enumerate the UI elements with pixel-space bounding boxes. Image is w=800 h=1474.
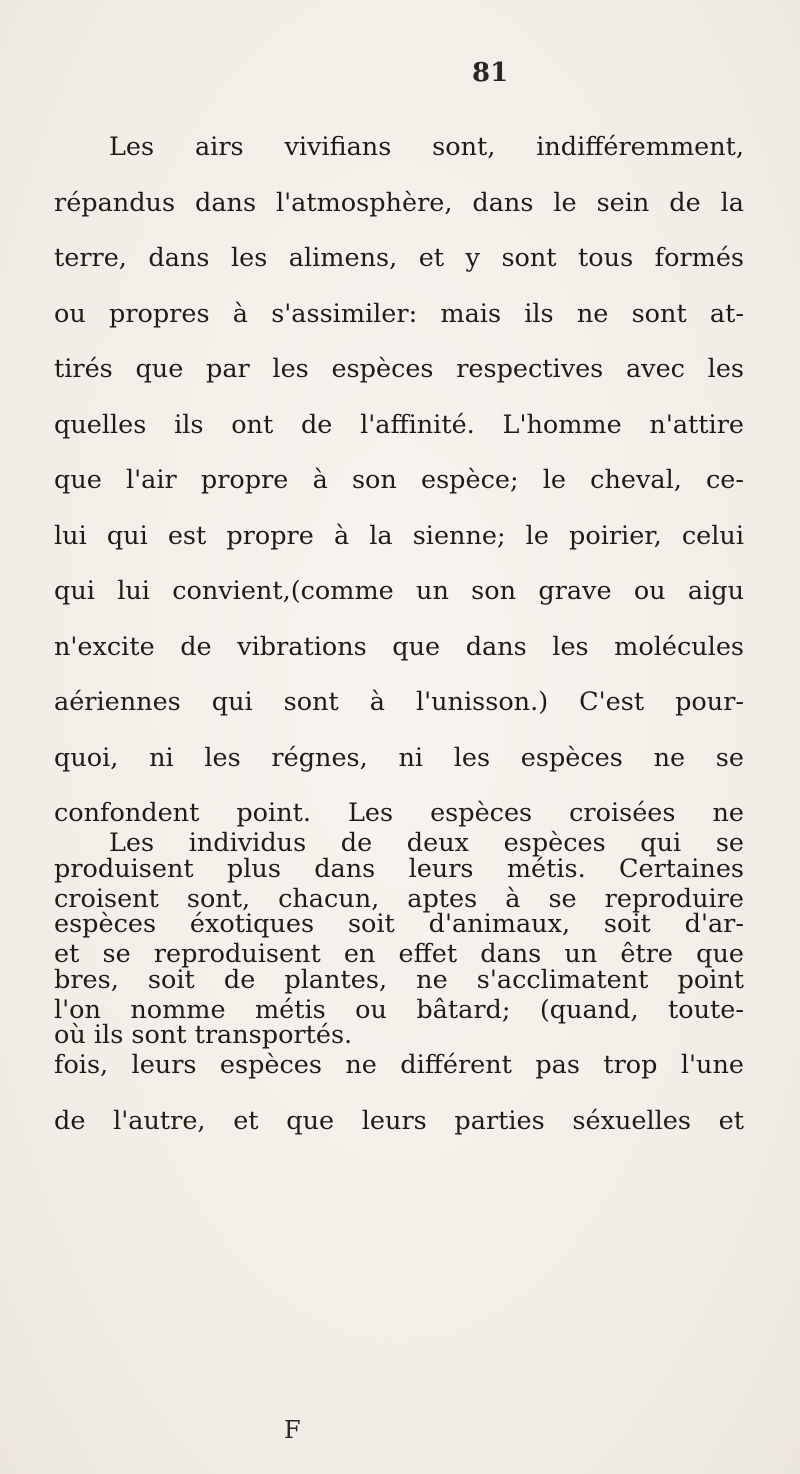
text-line: produisent plus dans leurs métis. Certaines (54, 853, 744, 884)
text-line: bres, soit de plantes, ne s'acclimatent point (54, 964, 744, 995)
text-line: confondent point. Les espèces croisées ne (54, 798, 744, 828)
text-line: que l'air propre à son espèce; le cheval, ce- (54, 465, 744, 495)
text-line: ou propres à s'assimiler: mais ils ne sont at- (54, 298, 744, 329)
signature-mark: F (284, 1416, 301, 1444)
text-line: croisent sont, chacun, aptes à se reproduire (54, 883, 744, 914)
text-line: terre, dans les alimens, et y sont tous formés (54, 243, 744, 273)
text-line: et se reproduisent en effet dans un être que (54, 939, 744, 969)
text-line: fois, leurs espèces ne différent pas trop l'une (54, 1050, 744, 1080)
text-line: qui lui convient,(comme un son grave ou aigu (54, 576, 744, 606)
text-line: Les individus de deux espèces qui se (109, 828, 744, 858)
text-line: espèces éxotiques soit d'animaux, soit d'ar- (54, 909, 744, 939)
text-line: de l'autre, et que leurs parties séxuelles et (54, 1105, 744, 1136)
text-line: quoi, ni les régnes, ni les espèces ne se (54, 742, 744, 773)
text-line: répandus dans l'atmosphère, dans le sein de la (54, 187, 744, 218)
text-line: n'excite de vibrations que dans les molécules (54, 631, 744, 662)
text-line: quelles ils ont de l'affinité. L'homme n'attire (54, 409, 744, 440)
text-line: aériennes qui sont à l'unisson.) C'est pour- (54, 687, 744, 717)
text-line: Les airs vivifians sont, indifféremment, (109, 132, 744, 162)
paragraph-2 (54, 816, 744, 1149)
text-line: tirés que par les espèces respectives avec les (54, 354, 744, 384)
page-number: 81 (472, 58, 509, 88)
text-line: lui qui est propre à la sienne; le poirier, celui (54, 520, 744, 551)
text-line: où ils sont transportés. (54, 1020, 353, 1050)
text-line: l'on nomme métis ou bâtard; (quand, toute- (54, 994, 744, 1025)
